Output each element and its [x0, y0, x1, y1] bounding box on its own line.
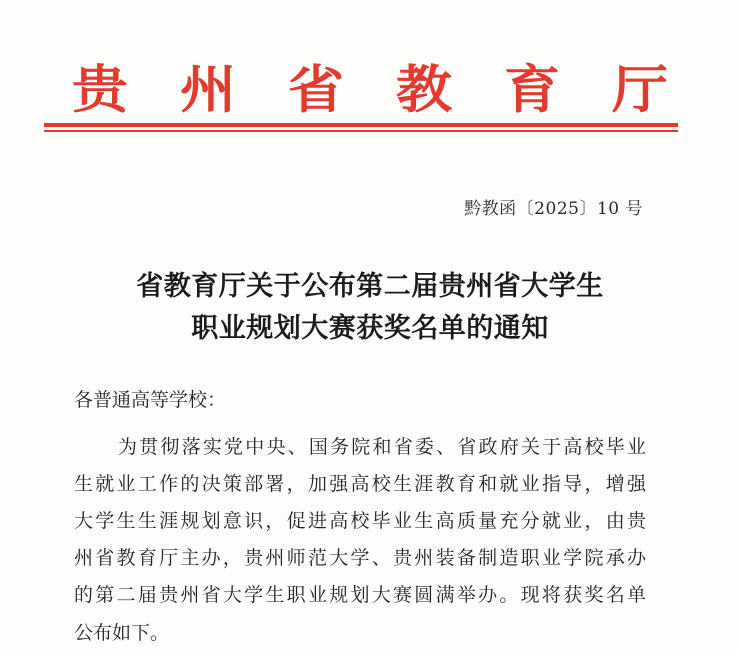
letterhead-divider-thick: [44, 123, 678, 127]
letterhead-char: 贵: [72, 60, 128, 121]
body-paragraph-line: 公布如下。: [74, 622, 170, 644]
body-paragraph-line: 的第二届贵州省大学生职业规划大赛圆满举办。现将获奖名单: [74, 584, 646, 606]
document-title-line-1: 省教育厅关于公布第二届贵州省大学生: [136, 271, 604, 302]
document-title-line-2: 职业规划大赛获奖名单的通知: [191, 313, 549, 344]
letterhead-char: 厅: [612, 60, 668, 121]
body-paragraph-line: 州省教育厅主办，贵州师范大学、贵州装备制造职业学院承办: [74, 547, 646, 569]
letterhead-divider-thin: [44, 130, 678, 132]
salutation: 各普通高等学校：: [74, 389, 227, 411]
letterhead-char: 教: [396, 60, 452, 121]
agency-letterhead: [70, 59, 670, 123]
letterhead-char: 育: [504, 60, 560, 121]
letterhead-char: 州: [180, 60, 236, 121]
document-number: 黔教函〔2025〕10 号: [464, 199, 643, 219]
body-paragraph-line: 生就业工作的决策部署，加强高校生涯教育和就业指导，增强: [74, 473, 646, 495]
body-paragraph-line: 大学生生涯规划意识，促进高校毕业生高质量充分就业，由贵: [74, 510, 646, 532]
body-paragraph-line: 为贯彻落实党中央、国务院和省委、省政府关于高校毕业: [118, 436, 646, 458]
letterhead-char: 省: [288, 60, 344, 121]
